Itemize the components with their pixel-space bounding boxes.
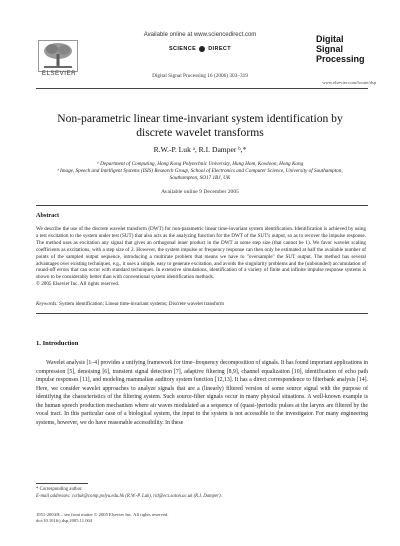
journal-title-line: Signal <box>316 44 344 54</box>
journal-title-line: Processing <box>316 54 365 64</box>
abstract-heading: Abstract <box>36 212 60 219</box>
title-line: Non-parametric linear time-invariant system identification by <box>57 112 343 125</box>
author-list: R.W.-P. Luk ᵃ, R.I. Damper ᵇ,* <box>153 145 247 154</box>
introduction-heading: 1. Introduction <box>36 340 79 347</box>
keywords-text: System identification; Linear time-invariant systems; Discrete wavelet transform <box>59 301 224 307</box>
keywords-line <box>36 301 366 307</box>
keywords-label: Keywords: <box>36 301 58 307</box>
introduction-text: Wavelet analysis [1–4] provides a unifying framework for time–frequency decomposition of signals. It has found important applications in compression [5], denoising [6], transient signal detection [7], adaptive filtering [8,9], channel equalization [10], identification of echo path impulse responses [11], and modeling mammalian auditory system function [12,13]. It has a direct correspondence to filterbank analysis [14]. Here, we consider wavelet approaches to analyze signals that are a (linearly) filtered version of some source signal with the purpose of identifying the characteristics of the filtering system. Such source-filter signals occur in many physical situations. A well-known example is the human speech production mechanism where air waves modulated as a sequence of (quasi-)periodic pulses at the larynx are filtered by the vocal tract. In this particular case of a biological system, the input to the system is not accessible to the investigator. For many engineering systems, however, we do have reasonable accessibility. In these <box>36 360 368 426</box>
affiliation-b: ᵇ Image, Speech and Intelligent Systems (ISIS) Research Group, School of Electronics and Computer Science, University of Southampton, <box>57 168 343 174</box>
sciencedirect-right-text: DIRECT <box>208 46 232 52</box>
journal-url: www.elsevier.com/locate/dsp <box>322 80 376 85</box>
sciencedirect-logo <box>116 43 284 55</box>
journal-title-line: Digital <box>316 34 344 44</box>
publisher-name: ELSEVIER <box>41 70 77 77</box>
footnote-divider <box>36 483 88 484</box>
abstract-text: We describe the use of the discrete wavelet transform (DWT) for non-parametric linear time-invariant system identification. Identification is achieved by using a test excitation to the system under test (SUT) that also acts as the analyzing function for the DWT of the SUT's output, so as to recover the impulse response. The method uses as excitation any signal that gives an orthogonal inner product in the DWT at some step size (that cannot be 1). We favor wavelet scaling coefficients as excitations, with a step size of 2. However, the system impulse or frequency response can then only be estimated at half the available number of points of the sampled output sequence, introducing a multirate problem that means we have to "oversample" the SUT output. The method has several advantages over existing techniques, e.g., it uses a simple, easy to generate excitation, and avoids the singularity problems and the (unbounded) accumulation of round-off errors that can occur with standard techniques. In extensive simulations, identification of a variety of finite and infinite impulse response systems is shown to be considerably better than with conventional system identification methods. <box>36 226 366 281</box>
issn-line: 1051-2004/$ – see front matter © 2005 Elsevier Inc. All rights reserved. <box>36 512 169 517</box>
affiliation-a: ᵃ Department of Computing, Hong Kong Polytechnic University, Hung Hom, Kowloon, Hong Kong <box>96 161 304 167</box>
introduction-body <box>36 359 368 427</box>
doi-line: doi:10.1016/j.dsp.2005.11.004 <box>36 518 93 524</box>
abstract-body <box>36 226 366 288</box>
title-line: discrete wavelet transforms <box>136 125 264 139</box>
available-online-text: Available online at www.sciencedirect.com <box>143 32 257 38</box>
front-matter-info <box>36 512 366 524</box>
journal-reference: Digital Signal Processing 16 (2006) 303–319 <box>152 73 248 79</box>
corresponding-author-note: * Corresponding author. <box>36 487 83 492</box>
available-date: Available online 9 December 2005 <box>161 189 239 195</box>
header-divider <box>36 88 368 89</box>
email-addresses: E-mail addresses: csrluk@comp.polyu.edu.hk (R.W.-P. Luk), rid@ecs.soton.ac.uk (R.I. Damper). <box>36 494 222 499</box>
sciencedirect-dot-icon <box>199 46 205 52</box>
journal-title-block <box>316 34 368 78</box>
abstract-bottom-divider <box>36 313 368 314</box>
abstract-copyright: © 2005 Elsevier Inc. All rights reserved. <box>36 281 120 288</box>
abstract-top-divider <box>36 205 368 206</box>
article-title <box>50 112 350 139</box>
sciencedirect-left-text: SCIENCE <box>168 46 197 52</box>
elsevier-tree-logo <box>38 40 78 72</box>
affiliation-b-cont: Southampton, SO17 1BJ, UK <box>169 175 231 181</box>
